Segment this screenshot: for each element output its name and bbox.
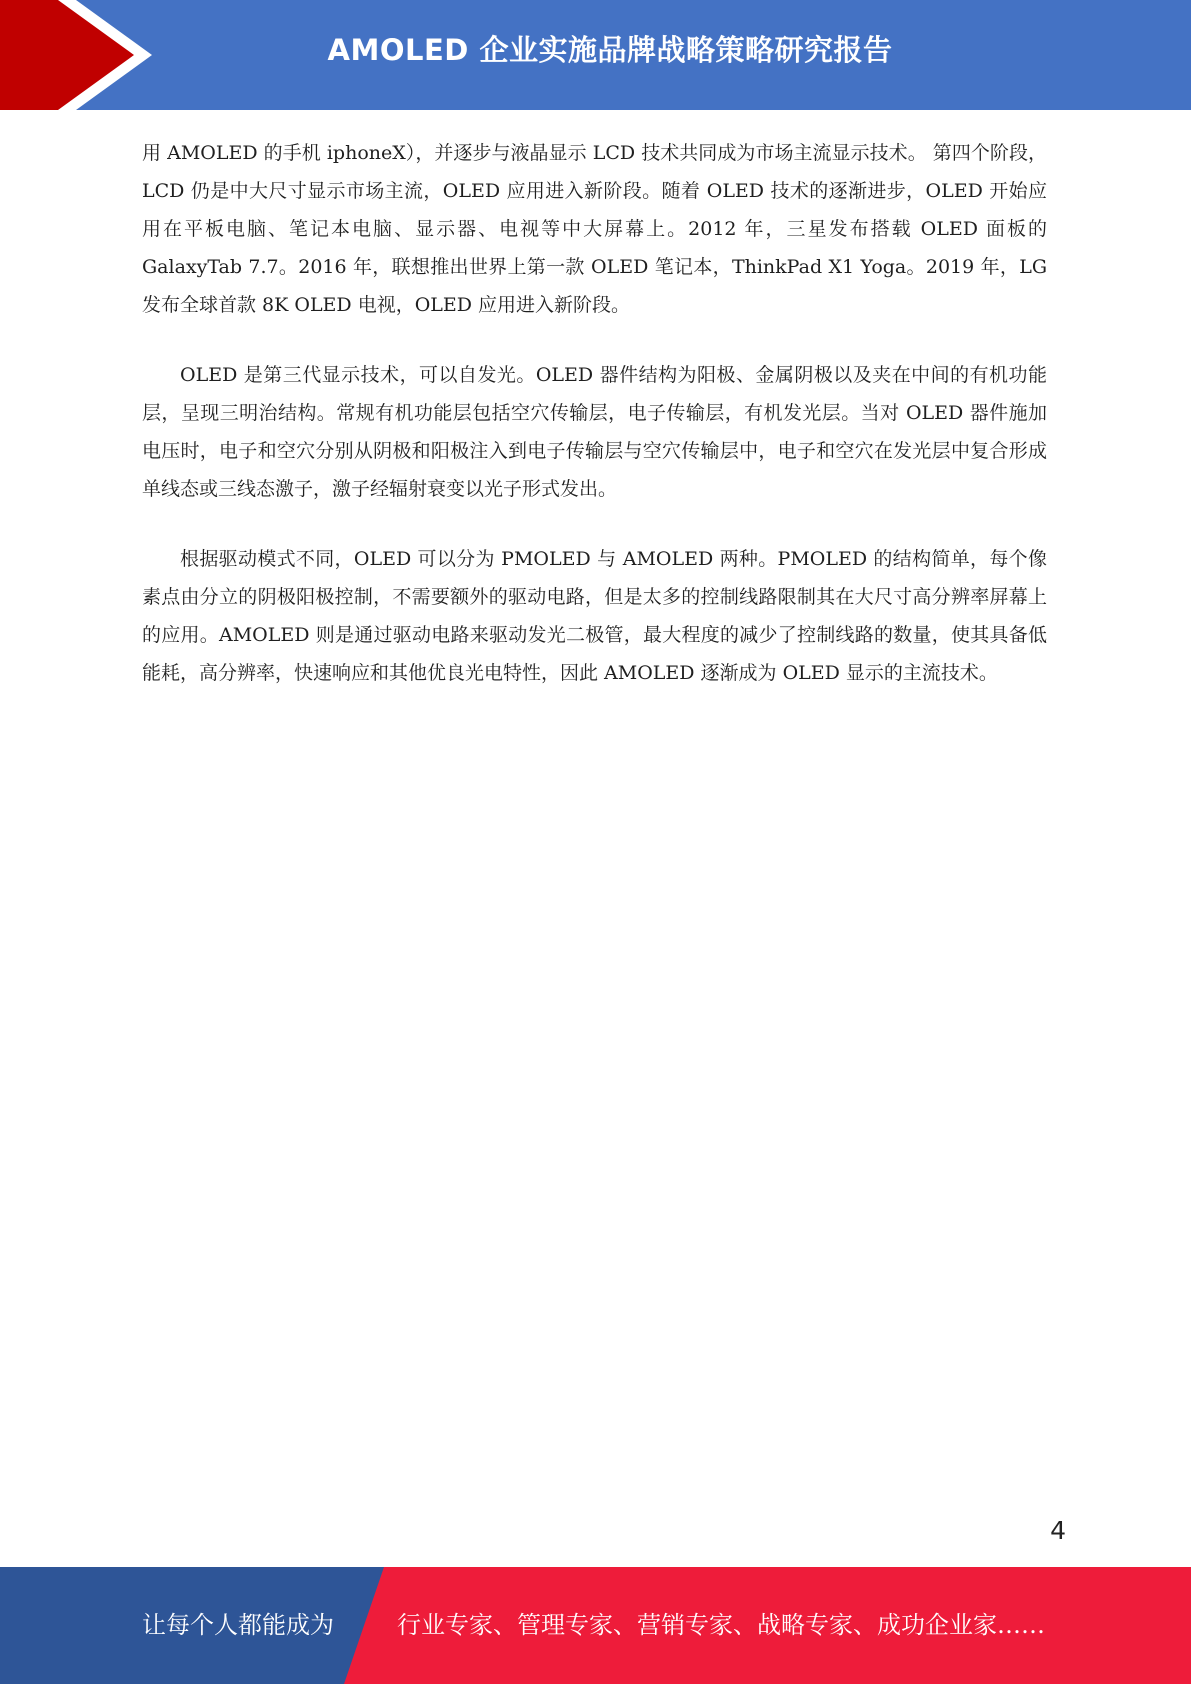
report-title: AMOLED 企业实施品牌战略策略研究报告 xyxy=(327,33,893,67)
footer-slogan-right: 行业专家、管理专家、营销专家、战略专家、成功企业家…… xyxy=(397,1611,1045,1639)
page-number: 4 xyxy=(1050,1516,1066,1545)
header-chevron-decoration xyxy=(0,0,160,110)
paragraph-oled-stages: 用 AMOLED 的手机 iphoneX），并逐步与液晶显示 LCD 技术共同成为市场主流显示技术。 第四个阶段，LCD 仍是中大尺寸显示市场主流，OLED 应用进入新阶段。随着 OLED 技术的逐渐进步，OLED 开始应用在平板电脑、笔记本电脑、显示器、电视等中大屏幕上。2012 年，三星发布搭载 OLED 面板的 GalaxyTab 7.7。2016 年，联想推出世界上第一款 OLED 笔记本，ThinkPad X1 Yoga。2019 年，LG 发布全球首款 8K OLED 电视，OLED 应用进入新阶段。 xyxy=(142,142,1047,316)
document-body xyxy=(142,134,1047,724)
paragraph-oled-structure: OLED 是第三代显示技术，可以自发光。OLED 器件结构为阳极、金属阴极以及夹在中间的有机功能层，呈现三明治结构。常规有机功能层包括空穴传输层，电子传输层，有机发光层。当对 OLED 器件施加电压时，电子和空穴分别从阴极和阳极注入到电子传输层与空穴传输层中，电子和空穴在发光层中复合形成单线态或三线态激子，激子经辐射衰变以光子形式发出。 xyxy=(142,364,1047,500)
page-footer xyxy=(0,1567,1191,1684)
footer-slogan-left: 让每个人都能成为 xyxy=(142,1611,334,1639)
paragraph-pmoled-amoled: 根据驱动模式不同，OLED 可以分为 PMOLED 与 AMOLED 两种。PMOLED 的结构简单，每个像素点由分立的阴极阳极控制，不需要额外的驱动电路，但是太多的控制线路限制其在大尺寸高分辨率屏幕上的应用。AMOLED 则是通过驱动电路来驱动发光二极管，最大程度的减少了控制线路的数量，使其具备低能耗，高分辨率，快速响应和其他优良光电特性，因此 AMOLED 逐渐成为 OLED 显示的主流技术。 xyxy=(142,548,1047,684)
page-header xyxy=(0,0,1191,110)
